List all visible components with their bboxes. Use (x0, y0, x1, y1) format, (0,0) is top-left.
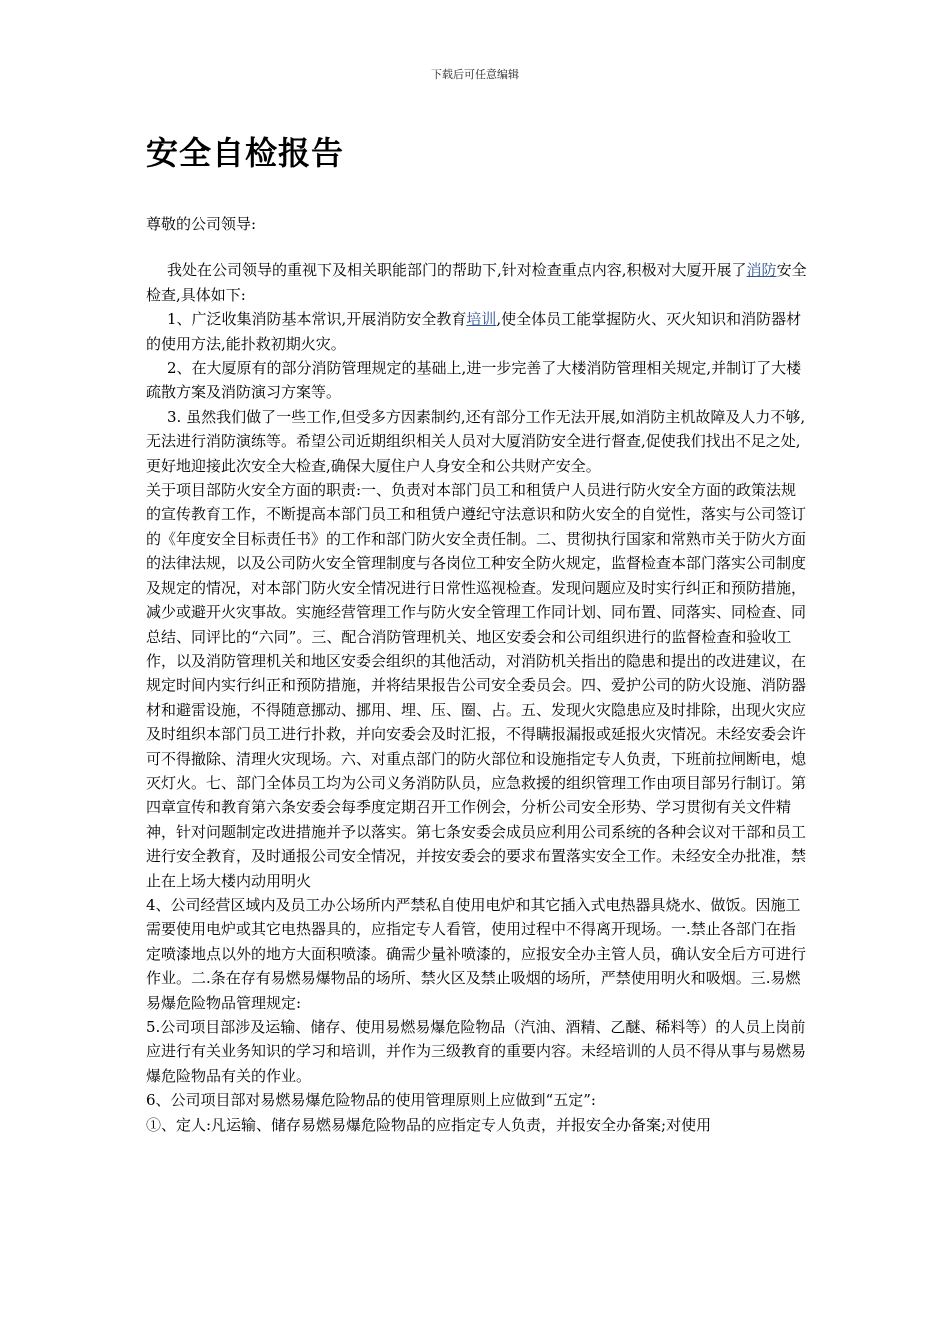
item-4: 4、公司经营区域内及员工办公场所内严禁私自使用电炉和其它插入式电热器具烧水、做饭。因施工需要使用电炉或其它电热器具的，应指定专人看管，使用过程中不得离开现场。一.禁止各部门在指定喷漆地点以外的地方大面积喷漆。确需少量补喷漆的，应报安全办主管人员，确认安全后方可进行作业。二.条在存有易燃易爆物品的场所、禁火区及禁止吸烟的场所，严禁使用明火和吸烟。三.易燃易爆危险物品管理规定: (146, 895, 807, 1012)
training-link[interactable]: 培训 (466, 310, 497, 329)
item-1 (146, 307, 808, 356)
document-title: 安全自检报告 (146, 134, 345, 172)
item-2: 2、在大厦原有的部分消防管理规定的基础上,进一步完善了大楼消防管理相关规定,并制订了大楼疏散方案及消防演习方案等。 (146, 359, 802, 402)
intro-text: 我处在公司领导的重视下及相关职能部门的帮助下,针对检查重点内容,积极对大厦开展了 (167, 261, 747, 280)
item-1-text: 1、广泛收集消防基本常识,开展消防安全教育 (167, 310, 467, 329)
paragraph-gap (146, 236, 808, 258)
fire-protection-link[interactable]: 消防 (746, 261, 777, 280)
item-1-text-end: ,使全体员工能掌握防火、灭火知识和消防器材的使用方法,能扑救初期火灾。 (146, 310, 802, 353)
item-6-1: ①、定人:凡运输、储存易燃易爆危险物品的应指定专人负责，并报安全办备案;对使用 (146, 1115, 712, 1134)
intro-text-end: 安全检查,具体如下: (146, 261, 807, 304)
item-3: 3. 虽然我们做了一些工作,但受多方因素制约,还有部分工作无法开展,如消防主机故障及人力不够,无法进行消防演练等。希望公司近期组织相关人员对大厦消防安全进行督查,促使我们找出不足之处,更好地迎接此次安全大检查,确保大厦住户人身安全和公共财产安全。 (146, 407, 806, 475)
item-5: 5.公司项目部涉及运输、储存、使用易燃易爆危险物品（汽油、酒精、乙醚、稀料等）的人员上岗前应进行有关业务知识的学习和培训，并作为三级教育的重要内容。未经培训的人员不得从事与易燃易爆危险物品有关的作业。 (146, 1018, 807, 1085)
responsibilities-paragraph: 关于项目部防火安全方面的职责:一、负责对本部门员工和租赁户人员进行防火安全方面的政策法规的宣传教育工作，不断提高本部门员工和租赁户遵纪守法意识和防火安全的自觉性，落实与公司签订的《年度安全目标责任书》的工作和部门防火安全责任制。二、贯彻执行国家和常熟市关于防火方面的法律法规，以及公司防火安全管理制度与各岗位工种安全防火规定，监督检查本部门落实公司制度及规定的情况，对本部门防火安全情况进行日常性巡视检查。发现问题应及时实行纠正和预防措施，减少或避开火灾事故。实施经营管理工作与防火安全管理工作同计划、同布置、同落实、同检查、同总结、同评比的“六同”。三、配合消防管理机关、地区安委会和公司组织进行的监督检查和验收工作，以及消防管理机关和地区安委会组织的其他活动，对消防机关指出的隐患和提出的改进建议，在规定时间内实行纠正和预防措施，并将结果报告公司安全委员会。四、爱护公司的防火设施、消防器材和避雷设施，不得随意挪动、挪用、埋、压、圈、占。五、发现火灾隐患应及时排除，出现火灾应及时组织本部门员工进行扑救，并向安委会及时汇报，不得瞒报漏报或延报火灾情况。未经安委会许可不得撤除、清理火灾现场。六、对重点部门的防火部位和设施指定专人负责，下班前拉闸断电，熄灭灯火。七、部门全体员工均为公司义务消防队员，应急救援的组织管理工作由项目部另行制订。第四章宣传和教育第六条安委会每季度定期召开工作例会，分析公司安全形势、学习贯彻有关文件精神，针对问题制定改进措施并予以落实。第七条安委会成员应利用公司系统的各种会议对干部和员工进行安全教育，及时通报公司安全情况，并按安委会的要求布置落实安全工作。未经安全办批准，禁止在上场大楼内动用明火 (146, 481, 807, 890)
page-header: 下载后可任意编辑 (431, 68, 519, 81)
item-6: 6、公司项目部对易燃易爆危险物品的使用管理原则上应做到“五定”: (146, 1091, 596, 1110)
document-body (146, 212, 808, 1137)
intro-paragraph (146, 258, 808, 307)
salutation: 尊敬的公司领导: (146, 215, 257, 233)
